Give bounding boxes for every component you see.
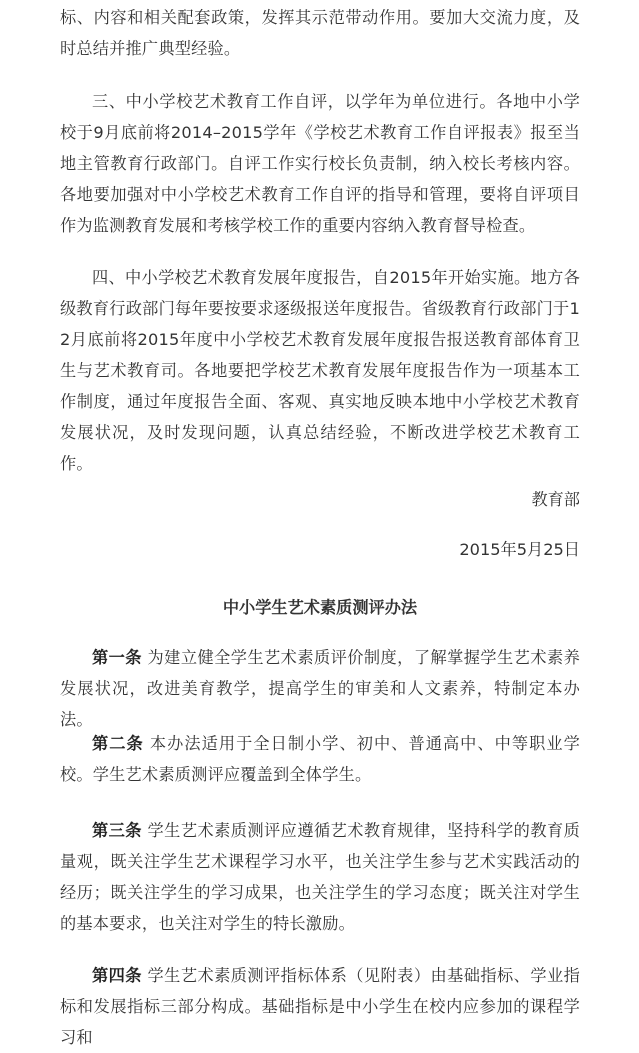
article-label: 第四条 bbox=[92, 966, 142, 985]
article-text: 学生艺术素质测评指标体系（见附表）由基础指标、学业指标和发展指标三部分构成。基础指标是中小学生在校内应参加的课程学习和 bbox=[60, 966, 580, 1047]
article-label: 第三条 bbox=[92, 821, 142, 840]
article-2 bbox=[60, 728, 580, 790]
intro-paragraph-tail: 标、内容和相关配套政策，发挥其示范带动作用。要加大交流力度，及时总结并推广典型经验。 bbox=[60, 8, 580, 58]
article-text: 为建立健全学生艺术素质评价制度，了解掌握学生艺术素养发展状况，改进美育教学，提高学生的审美和人文素养，特制定本办法。 bbox=[60, 648, 580, 729]
document-title: 中小学生艺术素质测评办法 bbox=[222, 598, 418, 617]
article-3 bbox=[60, 815, 580, 939]
signature-organization: 教育部 bbox=[531, 490, 580, 509]
article-4 bbox=[60, 960, 580, 1053]
article-1 bbox=[60, 642, 580, 735]
paragraph-annual-report: 四、中小学校艺术教育发展年度报告，自2015年开始实施。地方各级教育行政部门每年要按要求逐级报送年度报告。省级教育行政部门于12月底前将2015年度中小学校艺术教育发展年度报告报送教育部体育卫生与艺术教育司。各地要把学校艺术教育发展年度报告作为一项基本工作制度，通过年度报告全面、客观、真实地反映本地中小学校艺术教育发展状况，及时发现问题，认真总结经验，不断改进学校艺术教育工作。 bbox=[60, 268, 580, 473]
article-label: 第二条 bbox=[92, 734, 144, 753]
article-text: 本办法适用于全日制小学、初中、普通高中、中等职业学校。学生艺术素质测评应覆盖到全体学生。 bbox=[60, 734, 580, 784]
article-label: 第一条 bbox=[92, 648, 142, 667]
signature-date: 2015年5月25日 bbox=[459, 540, 580, 559]
paragraph-self-evaluation: 三、中小学校艺术教育工作自评，以学年为单位进行。各地中小学校于9月底前将2014–2015学年《学校艺术教育工作自评报表》报至当地主管教育行政部门。自评工作实行校长负责制，纳入校长考核内容。各地要加强对中小学校艺术教育工作自评的指导和管理，要将自评项目作为监测教育发展和考核学校工作的重要内容纳入教育督导检查。 bbox=[60, 92, 580, 235]
article-text: 学生艺术素质测评应遵循艺术教育规律，坚持科学的教育质量观，既关注学生艺术课程学习水平，也关注学生参与艺术实践活动的经历；既关注学生的学习成果，也关注学生的学习态度；既关注对学生的基本要求，也关注对学生的特长激励。 bbox=[60, 821, 580, 933]
